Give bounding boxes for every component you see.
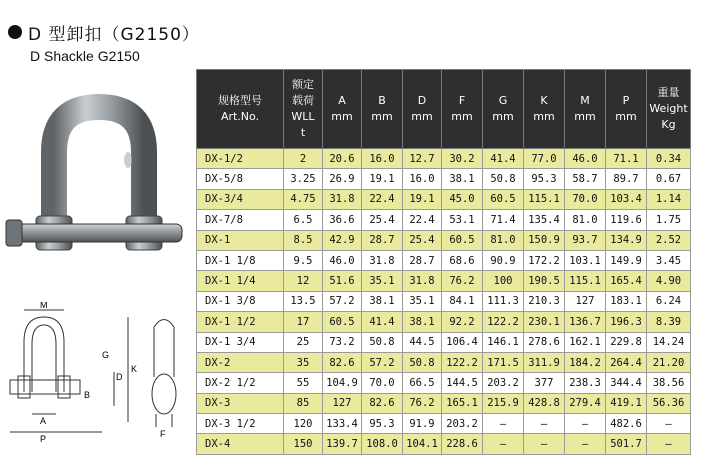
table-cell: 22.4 [362,189,403,209]
header-weight: 重量 Weight Kg [647,70,691,149]
table-cell: 377 [524,373,565,393]
table-cell: 81.0 [483,230,524,250]
header-k: K mm [524,70,565,149]
table-cell: 17 [284,312,323,332]
table-cell: – [565,414,606,434]
table-cell: 25.4 [403,230,442,250]
table-cell: 13.5 [284,291,323,311]
dim-label-a: A [40,416,47,426]
table-cell: 150.9 [524,230,565,250]
header-d: D mm [403,70,442,149]
table-cell: 95.3 [524,169,565,189]
table-cell: 115.1 [524,189,565,209]
header-a: A mm [323,70,362,149]
table-cell: 35.1 [403,291,442,311]
table-cell: 172.2 [524,250,565,270]
table-cell: 26.9 [323,169,362,189]
page-title: D 型卸扣（G2150） [28,24,200,45]
table-cell: 16.0 [403,169,442,189]
page-subtitle: D Shackle G2150 [30,48,140,64]
table-cell: DX-2 1/2 [197,373,284,393]
table-cell: 344.4 [606,373,647,393]
table-cell: 279.4 [565,393,606,413]
table-cell: 14.24 [647,332,691,352]
table-cell: 68.6 [442,250,483,270]
table-cell: 133.4 [323,414,362,434]
dim-label-p: P [40,434,47,444]
table-row [197,210,691,230]
table-cell: 28.7 [403,250,442,270]
table-cell: 0.34 [647,149,691,169]
table-cell: 85 [284,393,323,413]
table-cell: 135.4 [524,210,565,230]
table-cell: 6.5 [284,210,323,230]
table-cell: 91.9 [403,414,442,434]
table-cell: DX-5/8 [197,169,284,189]
table-cell: 90.9 [483,250,524,270]
table-cell: 1.75 [647,210,691,230]
table-cell: 127 [323,393,362,413]
table-cell: 84.1 [442,291,483,311]
table-cell: 2.52 [647,230,691,250]
table-row [197,230,691,250]
table-row [197,169,691,189]
table-cell: 35.1 [362,271,403,291]
table-cell: 278.6 [524,332,565,352]
table-cell: 42.9 [323,230,362,250]
table-cell: 146.1 [483,332,524,352]
table-cell: 71.1 [606,149,647,169]
table-cell: 16.0 [362,149,403,169]
table-row [197,373,691,393]
header-m: M mm [565,70,606,149]
table-cell: 0.67 [647,169,691,189]
table-cell: 25 [284,332,323,352]
table-cell: 76.2 [403,393,442,413]
table-cell: DX-1/2 [197,149,284,169]
table-cell: 103.4 [606,189,647,209]
table-cell: 20.6 [323,149,362,169]
table-cell: 12.7 [403,149,442,169]
table-cell: 122.2 [442,352,483,372]
table-cell: 76.2 [442,271,483,291]
table-cell: DX-1 3/8 [197,291,284,311]
table-cell: 36.6 [323,210,362,230]
table-cell: 106.4 [442,332,483,352]
table-cell: 57.2 [362,352,403,372]
table-cell: 230.1 [524,312,565,332]
table-cell: 4.75 [284,189,323,209]
table-cell: 134.9 [606,230,647,250]
header-p: P mm [606,70,647,149]
table-cell: 38.1 [442,169,483,189]
spec-table [196,69,691,455]
table-cell: 38.1 [362,291,403,311]
table-cell: 77.0 [524,149,565,169]
table-cell: 50.8 [362,332,403,352]
table-cell: 136.7 [565,312,606,332]
dim-label-f: F [160,429,166,439]
table-body [197,149,691,455]
table-cell: 81.0 [565,210,606,230]
table-cell: 46.0 [565,149,606,169]
header-f: F mm [442,70,483,149]
table-cell: 104.1 [403,434,442,454]
table-cell: 31.8 [323,189,362,209]
table-cell: 150 [284,434,323,454]
table-cell: 60.5 [323,312,362,332]
table-cell: 210.3 [524,291,565,311]
table-row [197,393,691,413]
table-cell: 311.9 [524,352,565,372]
table-cell: DX-1 3/4 [197,332,284,352]
dim-label-g: G [102,350,110,360]
table-cell: 428.8 [524,393,565,413]
table-cell: 184.2 [565,352,606,372]
table-cell: 264.4 [606,352,647,372]
table-cell: 111.3 [483,291,524,311]
table-cell: 1.14 [647,189,691,209]
table-cell: 70.0 [565,189,606,209]
table-cell: 21.20 [647,352,691,372]
table-cell: 44.5 [403,332,442,352]
table-cell: 19.1 [403,189,442,209]
table-cell: 165.1 [442,393,483,413]
page-title-row [8,20,200,44]
table-cell: 162.1 [565,332,606,352]
table-cell: 6.24 [647,291,691,311]
table-cell: DX-1 1/2 [197,312,284,332]
table-row [197,414,691,434]
table-cell: – [647,434,691,454]
table-cell: 56.36 [647,393,691,413]
table-cell: 190.5 [524,271,565,291]
table-cell: – [524,434,565,454]
table-row [197,271,691,291]
table-cell: 149.9 [606,250,647,270]
table-cell: 41.4 [362,312,403,332]
table-cell: 60.5 [483,189,524,209]
bullet-icon [8,25,22,39]
table-cell: DX-2 [197,352,284,372]
table-cell: 58.7 [565,169,606,189]
table-cell: – [483,414,524,434]
table-cell: 2 [284,149,323,169]
table-cell: 127 [565,291,606,311]
table-cell: DX-3 1/2 [197,414,284,434]
table-cell: 3.45 [647,250,691,270]
shackle-photo [4,92,194,287]
table-cell: DX-1 1/8 [197,250,284,270]
table-cell: 482.6 [606,414,647,434]
table-cell: 38.1 [403,312,442,332]
table-cell: 45.0 [442,189,483,209]
table-cell: DX-1 1/4 [197,271,284,291]
table-cell: DX-1 [197,230,284,250]
table-cell: 165.4 [606,271,647,291]
dim-label-k: K [131,364,138,374]
table-cell: 104.9 [323,373,362,393]
dim-label-m: M [40,302,48,310]
table-cell: 3.25 [284,169,323,189]
table-cell: DX-4 [197,434,284,454]
table-cell: DX-3 [197,393,284,413]
table-cell: 115.1 [565,271,606,291]
table-cell: 82.6 [362,393,403,413]
table-cell: 103.1 [565,250,606,270]
table-cell: 25.4 [362,210,403,230]
table-cell: 60.5 [442,230,483,250]
table-cell: 12 [284,271,323,291]
table-cell: 53.1 [442,210,483,230]
table-cell: 183.1 [606,291,647,311]
table-cell: 9.5 [284,250,323,270]
table-cell: 203.2 [483,373,524,393]
table-cell: 108.0 [362,434,403,454]
table-row [197,352,691,372]
table-cell: 31.8 [403,271,442,291]
table-cell: 66.5 [403,373,442,393]
table-cell: – [565,434,606,454]
table-row [197,434,691,454]
table-cell: 35 [284,352,323,372]
table-row [197,250,691,270]
table-cell: 144.5 [442,373,483,393]
table-cell: 238.3 [565,373,606,393]
table-cell: 8.39 [647,312,691,332]
table-cell: 70.0 [362,373,403,393]
table-cell: 501.7 [606,434,647,454]
table-cell: 31.8 [362,250,403,270]
table-row [197,312,691,332]
table-cell: 19.1 [362,169,403,189]
table-cell: 419.1 [606,393,647,413]
table-cell: 50.8 [483,169,524,189]
table-row [197,149,691,169]
table-cell: DX-3/4 [197,189,284,209]
table-cell: 93.7 [565,230,606,250]
dim-label-d: D [116,372,123,382]
table-cell: 55 [284,373,323,393]
table-cell: 30.2 [442,149,483,169]
table-cell: 8.5 [284,230,323,250]
table-row [197,332,691,352]
table-cell: 171.5 [483,352,524,372]
table-cell: 57.2 [323,291,362,311]
table-cell: 28.7 [362,230,403,250]
table-cell: 228.6 [442,434,483,454]
table-cell: 215.9 [483,393,524,413]
table-cell: – [647,414,691,434]
table-cell: 139.7 [323,434,362,454]
table-cell: 203.2 [442,414,483,434]
table-cell: 92.2 [442,312,483,332]
table-cell: 22.4 [403,210,442,230]
table-cell: 95.3 [362,414,403,434]
table-cell: 119.6 [606,210,647,230]
dim-label-b: B [84,390,91,400]
table-cell: 41.4 [483,149,524,169]
table-cell: 229.8 [606,332,647,352]
table-cell: – [524,414,565,434]
table-cell: 38.56 [647,373,691,393]
shackle-dimension-drawing [4,302,194,452]
table-cell: 82.6 [323,352,362,372]
table-cell: 120 [284,414,323,434]
header-wll: 额定 载荷 WLL t [284,70,323,149]
table-header-row [197,70,691,149]
table-cell: 46.0 [323,250,362,270]
table-row [197,189,691,209]
table-cell: 51.6 [323,271,362,291]
table-cell: 89.7 [606,169,647,189]
table-cell: 50.8 [403,352,442,372]
table-cell: 122.2 [483,312,524,332]
table-cell: DX-7/8 [197,210,284,230]
table-cell: 71.4 [483,210,524,230]
header-g: G mm [483,70,524,149]
header-art: 规格型号 Art.No. [197,70,284,149]
table-cell: 196.3 [606,312,647,332]
table-row [197,291,691,311]
table-cell: 73.2 [323,332,362,352]
table-cell: – [483,434,524,454]
table-cell: 100 [483,271,524,291]
table-cell: 4.90 [647,271,691,291]
header-b: B mm [362,70,403,149]
